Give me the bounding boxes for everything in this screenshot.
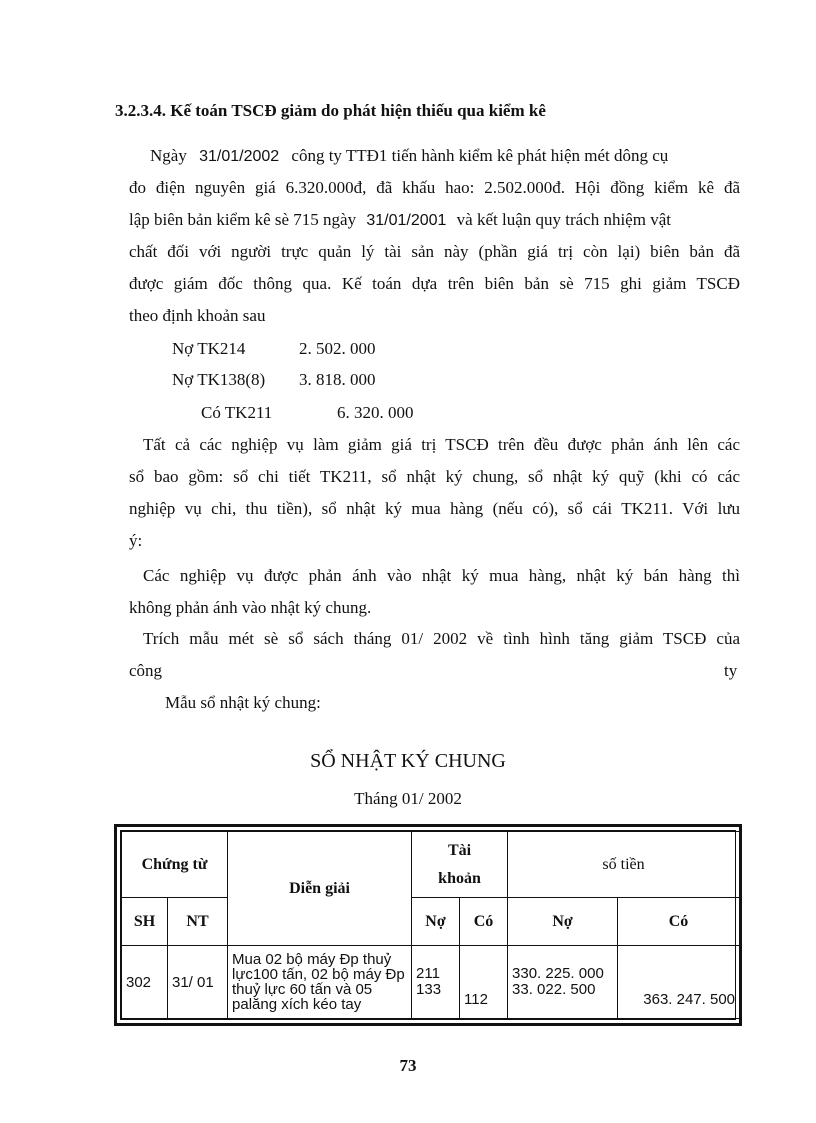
paragraph2-line2: sổ bao gồm: sổ chi tiết TK211, sổ nhật ký chung, sổ nhật ký quỹ (khi có các — [129, 467, 740, 486]
paragraph2-line3: nghiệp vụ chi, thu tiền), sổ nhật ký mua hàng (nếu có), sổ cái TK211. Với lưu — [129, 499, 740, 518]
row-debit-amount-1: 330. 225. 000 — [512, 965, 604, 982]
row-description: Mua 02 bộ máy Đp thuỷ lực100 tấn, 02 bộ máy Đp thuỷ lực 60 tấn và 05 palăng xích kéo tay — [228, 946, 412, 1019]
row-debit-account-2: 133 — [416, 981, 442, 998]
paragraph1-line1 — [150, 146, 668, 166]
header-debit-account: Nợ — [412, 898, 460, 946]
paragraph3-line1: Các nghiệp vụ được phản ánh vào nhật ký mua hàng, nhật ký bán hàng thì — [143, 566, 740, 585]
paragraph1-line6: theo định khoản sau — [129, 306, 266, 325]
row-debit-amounts — [508, 946, 618, 1019]
p1-date-2: 31/01/2001 — [366, 212, 447, 229]
entry-account: Nợ TK214 — [172, 339, 246, 358]
row-debit-account-1: 211 — [416, 965, 440, 982]
p1-line3-start: lập biên bản kiểm kê sè 715 ngày — [129, 210, 357, 229]
paragraph4-line2-left: công — [129, 661, 163, 680]
paragraph1-line2: đo điện nguyên giá 6.320.000đ, đã khấu hao: 2.502.000đ. Hội đồng kiểm kê đã — [129, 178, 740, 197]
p1-line1-start: Ngày — [150, 146, 187, 165]
entry-amount: 3. 818. 000 — [299, 370, 376, 389]
journal-title: SỔ NHẬT KÝ CHUNG — [310, 750, 506, 772]
header-debit-amount: Nợ — [508, 898, 618, 946]
page-number: 73 — [399, 1056, 417, 1075]
header-account — [412, 832, 508, 898]
header-account-line2: khoản — [438, 869, 481, 887]
header-nt: NT — [168, 898, 228, 946]
entry-amount: 6. 320. 000 — [337, 403, 414, 422]
row-credit-amount: 363. 247. 500 — [618, 946, 740, 1019]
row-debit-amount-2: 33. 022. 500 — [512, 981, 596, 998]
row-nt: 31/ 01 — [168, 946, 228, 1019]
entry-account: Nợ TK138(8) — [172, 370, 266, 389]
row-sh: 302 — [122, 946, 168, 1019]
journal-table — [121, 831, 740, 1019]
header-description: Diễn giải — [228, 832, 412, 946]
header-credit-account: Có — [460, 898, 508, 946]
row-credit-account: 112 — [460, 946, 508, 1019]
header-account-line1: Tài — [447, 841, 472, 859]
journal-subtitle: Tháng 01/ 2002 — [354, 789, 462, 808]
header-amount: số tiền — [508, 832, 740, 898]
header-credit-amount: Có — [618, 898, 740, 946]
paragraph4-line2-right: ty — [724, 661, 738, 680]
paragraph4-line1: Trích mẫu mét sè sổ sách tháng 01/ 2002 về tình hình tăng giảm TSCĐ của — [143, 629, 740, 648]
entry-account: Có TK211 — [201, 403, 273, 422]
table-row — [122, 946, 740, 1019]
paragraph3-line2: không phản ánh vào nhật ký chung. — [129, 598, 372, 617]
paragraph2-line4: ý: — [129, 531, 143, 550]
header-voucher: Chứng từ — [122, 832, 228, 898]
p1-line3-end: và kết luận quy trách nhiệm vật — [456, 210, 671, 229]
paragraph1-line4: chất đối với người trực quản lý tài sản này (phần giá trị còn lại) biên bản đã — [129, 242, 740, 261]
entry-amount: 2. 502. 000 — [299, 339, 376, 358]
paragraph1-line5: được giám đốc thông qua. Kế toán dựa trên biên bản sè 715 ghi giảm TSCĐ — [129, 274, 740, 293]
p1-line1-end: công ty TTĐ1 tiến hành kiểm kê phát hiện mét dông cụ — [291, 146, 669, 165]
p1-date: 31/01/2002 — [199, 148, 280, 165]
header-sh: SH — [122, 898, 168, 946]
paragraph1-line3 — [129, 210, 671, 230]
row-debit-accounts — [412, 946, 460, 1019]
sample-label: Mẫu sổ nhật ký chung: — [165, 693, 321, 712]
section-heading: 3.2.3.4. Kế toán TSCĐ giảm do phát hiện thiếu qua kiểm kê — [115, 101, 546, 120]
journal-table-frame — [114, 824, 742, 1026]
paragraph2-line1: Tất cả các nghiệp vụ làm giảm giá trị TSCĐ trên đều được phản ánh lên các — [143, 435, 740, 454]
